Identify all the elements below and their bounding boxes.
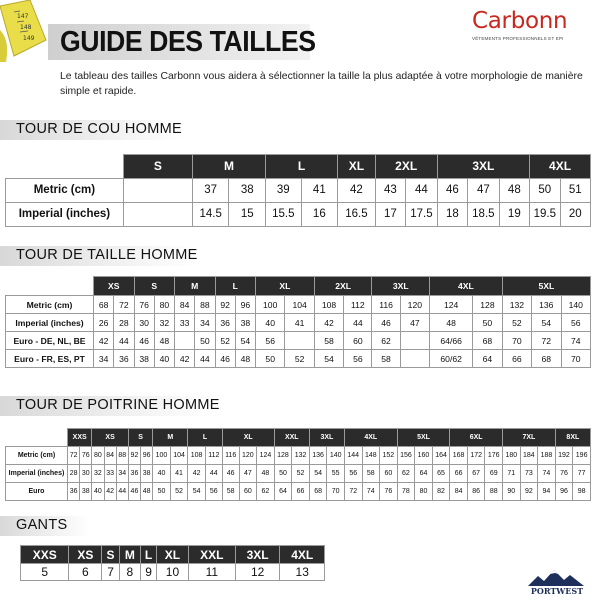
- table-cell: 50: [256, 350, 285, 368]
- table-cell: 38: [235, 314, 255, 332]
- table-cell: 66: [450, 464, 468, 482]
- table-cell: 84: [104, 446, 116, 464]
- table-cell: 38: [80, 482, 92, 500]
- table-cell: 152: [380, 446, 398, 464]
- chest-size-table: [5, 428, 591, 501]
- table-cell: [123, 178, 192, 202]
- table-cell: 62: [257, 482, 275, 500]
- table-cell: 68: [94, 296, 114, 314]
- row-label: Imperial (inches): [6, 314, 94, 332]
- table-cell: 176: [485, 446, 503, 464]
- table-cell: 144: [344, 446, 362, 464]
- table-cell: 44: [116, 482, 128, 500]
- neck-size-table: [5, 154, 591, 227]
- portwest-name: PORTWEST: [530, 586, 584, 596]
- table-cell: 72: [532, 332, 561, 350]
- size-header: 2XL: [375, 155, 437, 179]
- table-cell: 37: [192, 178, 229, 202]
- table-cell: 42: [94, 332, 114, 350]
- table-cell: 36: [128, 464, 140, 482]
- table-cell: 36: [114, 350, 134, 368]
- size-header: 4XL: [430, 277, 503, 296]
- table-cell: 9: [141, 564, 157, 581]
- size-header: XL: [338, 155, 376, 179]
- table-cell: 52: [215, 332, 235, 350]
- size-header: 4XL: [530, 155, 591, 179]
- row-label: Euro - DE, NL, BE: [6, 332, 94, 350]
- table-cell: 120: [239, 446, 257, 464]
- table-cell: 120: [400, 296, 429, 314]
- table-cell: 34: [195, 314, 215, 332]
- table-cell: 56: [561, 314, 591, 332]
- size-header-row: [6, 429, 591, 447]
- table-cell: 50: [153, 482, 171, 500]
- table-cell: [175, 332, 195, 350]
- size-header: XXS: [21, 546, 69, 564]
- size-header: 5XL: [502, 277, 590, 296]
- table-cell: 42: [314, 314, 343, 332]
- table-row: [21, 564, 325, 581]
- table-cell: 96: [235, 296, 255, 314]
- tape-number: 148: [20, 24, 32, 31]
- waist-size-table: [5, 276, 591, 368]
- size-header: 4XL: [280, 546, 325, 564]
- table-cell: 60/62: [430, 350, 473, 368]
- table-cell: 46: [215, 350, 235, 368]
- table-cell: 11: [188, 564, 235, 581]
- table-cell: 58: [372, 350, 400, 368]
- table-cell: 40: [153, 464, 171, 482]
- table-row: [6, 350, 591, 368]
- size-header: XL: [222, 429, 274, 447]
- table-cell: 196: [573, 446, 591, 464]
- table-cell: 72: [68, 446, 80, 464]
- table-cell: 33: [175, 314, 195, 332]
- table-cell: 13: [280, 564, 325, 581]
- table-cell: 104: [285, 296, 314, 314]
- table-cell: 69: [485, 464, 503, 482]
- table-cell: 56: [205, 482, 222, 500]
- table-cell: 64: [415, 464, 433, 482]
- table-cell: 44: [114, 332, 134, 350]
- table-cell: 54: [235, 332, 255, 350]
- table-cell: 64: [274, 482, 292, 500]
- table-cell: 67: [467, 464, 485, 482]
- table-cell: 66: [292, 482, 310, 500]
- size-header: S: [102, 546, 119, 564]
- size-header: M: [119, 546, 140, 564]
- table-cell: [400, 350, 429, 368]
- table-cell: 156: [397, 446, 415, 464]
- table-cell: 65: [432, 464, 450, 482]
- table-cell: 46: [372, 314, 400, 332]
- size-header: 3XL: [235, 546, 280, 564]
- table-cell: 50: [274, 464, 292, 482]
- table-cell: 108: [314, 296, 343, 314]
- table-cell: 39: [266, 178, 302, 202]
- row-label: Imperial (inches): [6, 202, 124, 226]
- table-cell: 132: [292, 446, 310, 464]
- portwest-logo: [524, 566, 590, 596]
- size-header-row: [21, 546, 325, 564]
- table-cell: 38: [141, 464, 153, 482]
- table-cell: 76: [80, 446, 92, 464]
- table-cell: 48: [430, 314, 473, 332]
- table-row: [6, 332, 591, 350]
- table-cell: 116: [372, 296, 400, 314]
- table-cell: 6: [69, 564, 102, 581]
- table-cell: 48: [499, 178, 529, 202]
- table-cell: 41: [170, 464, 188, 482]
- table-cell: 68: [473, 332, 502, 350]
- table-cell: 42: [338, 178, 376, 202]
- table-cell: 128: [274, 446, 292, 464]
- table-cell: 76: [134, 296, 154, 314]
- table-cell: 76: [555, 464, 573, 482]
- brand-name: Carbonn: [472, 8, 568, 34]
- table-cell: 116: [222, 446, 239, 464]
- table-cell: 140: [327, 446, 345, 464]
- table-cell: 132: [502, 296, 531, 314]
- table-cell: 58: [362, 464, 380, 482]
- table-cell: 36: [215, 314, 235, 332]
- table-cell: 71: [503, 464, 521, 482]
- table-cell: 100: [256, 296, 285, 314]
- table-cell: 74: [362, 482, 380, 500]
- table-cell: [123, 202, 192, 226]
- table-cell: [285, 332, 314, 350]
- table-cell: 44: [205, 464, 222, 482]
- row-label: Metric (cm): [6, 296, 94, 314]
- table-cell: 56: [256, 332, 285, 350]
- table-cell: 56: [344, 464, 362, 482]
- size-header: L: [188, 429, 222, 447]
- table-cell: 92: [520, 482, 538, 500]
- table-cell: 34: [94, 350, 114, 368]
- table-cell: 77: [573, 464, 591, 482]
- table-cell: 54: [188, 482, 206, 500]
- table-cell: 41: [285, 314, 314, 332]
- table-cell: 86: [467, 482, 485, 500]
- section-title-gloves: GANTS: [16, 517, 68, 533]
- size-header: L: [266, 155, 338, 179]
- table-cell: 17.5: [406, 202, 437, 226]
- size-header: L: [215, 277, 256, 296]
- table-cell: 80: [154, 296, 174, 314]
- table-cell: 72: [344, 482, 362, 500]
- table-cell: 92: [128, 446, 140, 464]
- table-cell: 46: [128, 482, 140, 500]
- size-header: 2XL: [314, 277, 372, 296]
- table-cell: 52: [285, 350, 314, 368]
- table-cell: 51: [560, 178, 590, 202]
- table-cell: 46: [134, 332, 154, 350]
- table-cell: 92: [215, 296, 235, 314]
- table-row: [6, 202, 591, 226]
- table-cell: 68: [309, 482, 327, 500]
- table-cell: 17: [375, 202, 405, 226]
- table-cell: 98: [573, 482, 591, 500]
- table-cell: 10: [157, 564, 189, 581]
- table-cell: 18.5: [468, 202, 499, 226]
- table-cell: 14.5: [192, 202, 229, 226]
- table-cell: 15.5: [266, 202, 302, 226]
- size-header: M: [153, 429, 188, 447]
- table-cell: 124: [257, 446, 275, 464]
- size-header: 8XL: [555, 429, 590, 447]
- table-cell: 76: [380, 482, 398, 500]
- size-header: XL: [157, 546, 189, 564]
- size-header: 4XL: [344, 429, 397, 447]
- brand-tagline: VÊTEMENTS PROFESSIONNELS ET EPI: [472, 36, 564, 41]
- size-header-row: [6, 155, 591, 179]
- table-cell: 19.5: [530, 202, 560, 226]
- table-cell: 72: [114, 296, 134, 314]
- table-cell: 70: [502, 332, 531, 350]
- table-cell: 8: [119, 564, 140, 581]
- table-cell: 74: [538, 464, 556, 482]
- table-cell: 47: [468, 178, 499, 202]
- size-header: S: [128, 429, 152, 447]
- table-cell: 52: [170, 482, 188, 500]
- row-label: Metric (cm): [6, 178, 124, 202]
- table-cell: 73: [520, 464, 538, 482]
- table-cell: 66: [502, 350, 531, 368]
- table-cell: 60: [380, 464, 398, 482]
- table-cell: 88: [485, 482, 503, 500]
- size-header: XXL: [274, 429, 309, 447]
- table-cell: 46: [437, 178, 467, 202]
- table-cell: 50: [530, 178, 560, 202]
- table-cell: 48: [141, 482, 153, 500]
- table-cell: 47: [400, 314, 429, 332]
- table-cell: 16.5: [338, 202, 376, 226]
- section-title-neck: TOUR DE COU HOMME: [16, 121, 182, 137]
- table-cell: 112: [344, 296, 372, 314]
- table-cell: 136: [532, 296, 561, 314]
- table-cell: 44: [406, 178, 437, 202]
- table-cell: 48: [257, 464, 275, 482]
- intro-text: Le tableau des tailles Carbonn vous aidera à sélectionner la taille la plus adaptée à votre morphologie de manière simple et rapide.: [60, 71, 583, 97]
- table-cell: 34: [116, 464, 128, 482]
- table-cell: 44: [344, 314, 372, 332]
- table-cell: 50: [473, 314, 502, 332]
- table-cell: 100: [153, 446, 171, 464]
- page-title: GUIDE DES TAILLES: [60, 26, 316, 58]
- gloves-size-table: [20, 545, 325, 581]
- table-cell: 30: [80, 464, 92, 482]
- size-header: 5XL: [397, 429, 450, 447]
- table-cell: 168: [450, 446, 468, 464]
- table-cell: 80: [415, 482, 433, 500]
- table-cell: 64: [473, 350, 502, 368]
- table-cell: 44: [195, 350, 215, 368]
- table-cell: 42: [188, 464, 206, 482]
- table-cell: 30: [134, 314, 154, 332]
- table-cell: 54: [309, 464, 327, 482]
- table-cell: 36: [68, 482, 80, 500]
- size-header: XXS: [68, 429, 92, 447]
- table-cell: 94: [538, 482, 556, 500]
- measuring-tape-icon: [0, 0, 50, 62]
- size-header: 3XL: [437, 155, 529, 179]
- table-cell: 148: [362, 446, 380, 464]
- table-cell: 47: [239, 464, 257, 482]
- table-cell: 32: [154, 314, 174, 332]
- size-header: S: [134, 277, 175, 296]
- table-cell: 32: [92, 464, 104, 482]
- table-cell: 112: [205, 446, 222, 464]
- table-cell: 19: [499, 202, 529, 226]
- table-cell: 38: [229, 178, 266, 202]
- table-row: [6, 482, 591, 500]
- table-cell: 26: [94, 314, 114, 332]
- table-cell: 60: [239, 482, 257, 500]
- table-cell: 52: [292, 464, 310, 482]
- table-cell: 55: [327, 464, 345, 482]
- table-cell: 46: [222, 464, 239, 482]
- table-cell: 128: [473, 296, 502, 314]
- table-cell: 62: [397, 464, 415, 482]
- size-header: M: [175, 277, 216, 296]
- table-cell: 160: [415, 446, 433, 464]
- table-cell: 54: [532, 314, 561, 332]
- table-row: [6, 314, 591, 332]
- table-cell: 33: [104, 464, 116, 482]
- table-row: [6, 464, 591, 482]
- table-cell: 40: [256, 314, 285, 332]
- table-cell: 50: [195, 332, 215, 350]
- section-title-waist: TOUR DE TAILLE HOMME: [16, 247, 198, 263]
- table-cell: 42: [104, 482, 116, 500]
- table-cell: 88: [195, 296, 215, 314]
- table-cell: 74: [561, 332, 591, 350]
- table-cell: 188: [538, 446, 556, 464]
- table-cell: 40: [92, 482, 104, 500]
- table-cell: 136: [309, 446, 327, 464]
- table-cell: 38: [134, 350, 154, 368]
- table-cell: 96: [555, 482, 573, 500]
- table-cell: 28: [114, 314, 134, 332]
- table-cell: 56: [344, 350, 372, 368]
- size-header: S: [123, 155, 192, 179]
- table-cell: 184: [520, 446, 538, 464]
- table-cell: 7: [102, 564, 119, 581]
- table-cell: 90: [503, 482, 521, 500]
- table-cell: 104: [170, 446, 188, 464]
- size-header: XXL: [188, 546, 235, 564]
- size-header: L: [141, 546, 157, 564]
- table-cell: 84: [175, 296, 195, 314]
- table-cell: 28: [68, 464, 80, 482]
- table-cell: 78: [397, 482, 415, 500]
- table-cell: 96: [141, 446, 153, 464]
- table-cell: 5: [21, 564, 69, 581]
- table-cell: 20: [560, 202, 590, 226]
- size-header: XL: [256, 277, 315, 296]
- table-cell: 42: [175, 350, 195, 368]
- table-cell: 54: [314, 350, 343, 368]
- table-cell: 62: [372, 332, 400, 350]
- table-row: [6, 296, 591, 314]
- table-cell: 140: [561, 296, 591, 314]
- table-cell: 80: [92, 446, 104, 464]
- table-cell: [400, 332, 429, 350]
- table-cell: 40: [154, 350, 174, 368]
- table-cell: 172: [467, 446, 485, 464]
- table-cell: 192: [555, 446, 573, 464]
- table-row: [6, 178, 591, 202]
- table-cell: 70: [327, 482, 345, 500]
- row-label: Euro: [6, 482, 68, 500]
- table-cell: 124: [430, 296, 473, 314]
- table-cell: 48: [235, 350, 255, 368]
- size-header: 3XL: [309, 429, 344, 447]
- table-cell: 164: [432, 446, 450, 464]
- carbonn-logo: [472, 9, 590, 41]
- row-label: Euro - FR, ES, PT: [6, 350, 94, 368]
- size-header-row: [6, 277, 591, 296]
- size-header: XS: [69, 546, 102, 564]
- table-cell: 60: [344, 332, 372, 350]
- tape-number: 149: [23, 35, 35, 42]
- tape-number: 147: [17, 13, 29, 20]
- table-cell: 41: [301, 178, 338, 202]
- row-label: Imperial (inches): [6, 464, 68, 482]
- size-header: XS: [94, 277, 135, 296]
- size-header: M: [192, 155, 265, 179]
- table-cell: 16: [301, 202, 338, 226]
- table-cell: 64/66: [430, 332, 473, 350]
- table-cell: 58: [222, 482, 239, 500]
- section-title-chest: TOUR DE POITRINE HOMME: [16, 397, 220, 413]
- table-cell: 18: [437, 202, 467, 226]
- table-cell: 48: [154, 332, 174, 350]
- table-cell: 43: [375, 178, 405, 202]
- table-cell: 82: [432, 482, 450, 500]
- table-cell: 88: [116, 446, 128, 464]
- size-header: XS: [92, 429, 129, 447]
- size-header: 7XL: [503, 429, 556, 447]
- table-cell: 84: [450, 482, 468, 500]
- table-cell: 68: [532, 350, 561, 368]
- table-cell: 58: [314, 332, 343, 350]
- table-cell: 12: [235, 564, 280, 581]
- table-cell: 52: [502, 314, 531, 332]
- table-cell: 180: [503, 446, 521, 464]
- size-header: 6XL: [450, 429, 503, 447]
- table-row: [6, 446, 591, 464]
- table-cell: 70: [561, 350, 591, 368]
- table-cell: 15: [229, 202, 266, 226]
- row-label: Metric (cm): [6, 446, 68, 464]
- size-header: 3XL: [372, 277, 430, 296]
- table-cell: 108: [188, 446, 206, 464]
